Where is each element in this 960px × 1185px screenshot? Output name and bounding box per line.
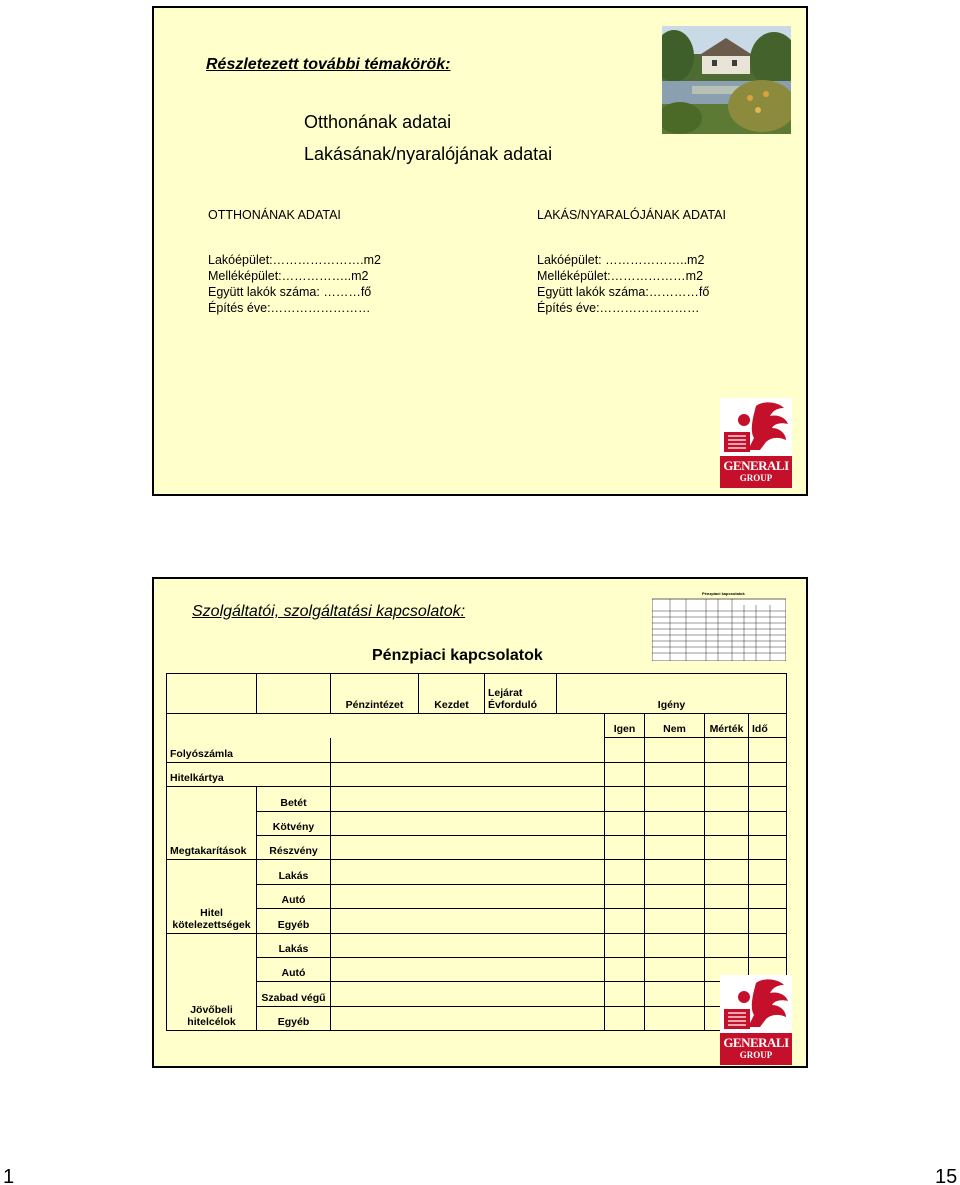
- savings-bond: Kötvény: [257, 811, 331, 835]
- home-residential-building: Lakóépület:………………….m2: [208, 253, 381, 267]
- home-outbuilding: Melléképület:……………..m2: [208, 269, 369, 283]
- future-free-use: Szabad végű: [257, 982, 331, 1006]
- slide1-title-line1: Otthonának adatai: [304, 112, 452, 132]
- row-savings: Megtakarítások: [167, 787, 257, 860]
- holiday-data-header: LAKÁS/NYARALÓJÁNAK ADATAI: [537, 208, 726, 222]
- table-thumbnail: [652, 589, 786, 661]
- slide2-title: Pénzpiaci kapcsolatok: [372, 647, 543, 664]
- money-market-table: [166, 673, 787, 1031]
- row-future-loan-goals: Jövőbeli hitelcélok: [167, 933, 257, 1031]
- loan-home: Lakás: [257, 860, 331, 884]
- slide-home-data: [152, 6, 808, 496]
- header-need-time: Idő: [749, 714, 787, 738]
- slide1-heading: Részletezett további témakörök:: [206, 56, 451, 73]
- header-blank: [167, 674, 257, 714]
- header-need-no: Nem: [645, 714, 705, 738]
- winged-lion-icon: [720, 398, 792, 456]
- savings-deposit: Betét: [257, 787, 331, 811]
- subheader-blank: [167, 714, 605, 738]
- holiday-residential-building: Lakóépület: ………………..m2: [537, 253, 705, 267]
- header-need: Igény: [557, 674, 787, 714]
- slide-money-market: [152, 577, 808, 1068]
- row-loan-obligations: Hitel kötelezettségek: [167, 860, 257, 933]
- loan-other: Egyéb: [257, 909, 331, 933]
- row-current-account: Folyószámla: [167, 738, 331, 762]
- slide1-title-line2: Lakásának/nyaralójának adatai: [304, 144, 553, 164]
- header-need-measure: Mérték: [705, 714, 749, 738]
- header-expiry: Lejárat Évforduló: [485, 674, 557, 714]
- header-institution: Pénzintézet: [331, 674, 419, 714]
- header-start: Kezdet: [419, 674, 485, 714]
- holiday-build-year: Építés éve:……………………: [537, 301, 700, 315]
- future-home: Lakás: [257, 933, 331, 957]
- future-car: Autó: [257, 957, 331, 981]
- slide2-heading: Szolgáltatói, szolgáltatási kapcsolatok:: [192, 603, 466, 620]
- holiday-residents-count: Együtt lakók száma:…………fő: [537, 285, 710, 299]
- savings-shares: Részvény: [257, 835, 331, 859]
- generali-wordmark: GENERALI GROUP: [720, 456, 792, 488]
- winged-lion-icon: [720, 975, 792, 1033]
- generali-wordmark: GENERALI GROUP: [720, 1033, 792, 1065]
- home-residents-count: Együtt lakók száma: ………fő: [208, 285, 372, 299]
- home-build-year: Építés éve:……………………: [208, 301, 371, 315]
- generali-logo: [720, 975, 792, 1065]
- landscape-photo: [662, 26, 791, 134]
- page-number-right: 15: [935, 1166, 958, 1185]
- holiday-outbuilding: Melléképület:………………m2: [537, 269, 704, 283]
- header-need-yes: Igen: [605, 714, 645, 738]
- header-blank: [257, 674, 331, 714]
- generali-logo: [720, 398, 792, 488]
- future-other: Egyéb: [257, 1006, 331, 1030]
- row-credit-card: Hitelkártya: [167, 762, 331, 786]
- page-number-left: 1: [3, 1166, 15, 1185]
- loan-car: Autó: [257, 884, 331, 908]
- home-data-header: OTTHONÁNAK ADATAI: [208, 208, 341, 222]
- thumbnail-caption: Pénzpiaci kapcsolatok: [702, 591, 745, 596]
